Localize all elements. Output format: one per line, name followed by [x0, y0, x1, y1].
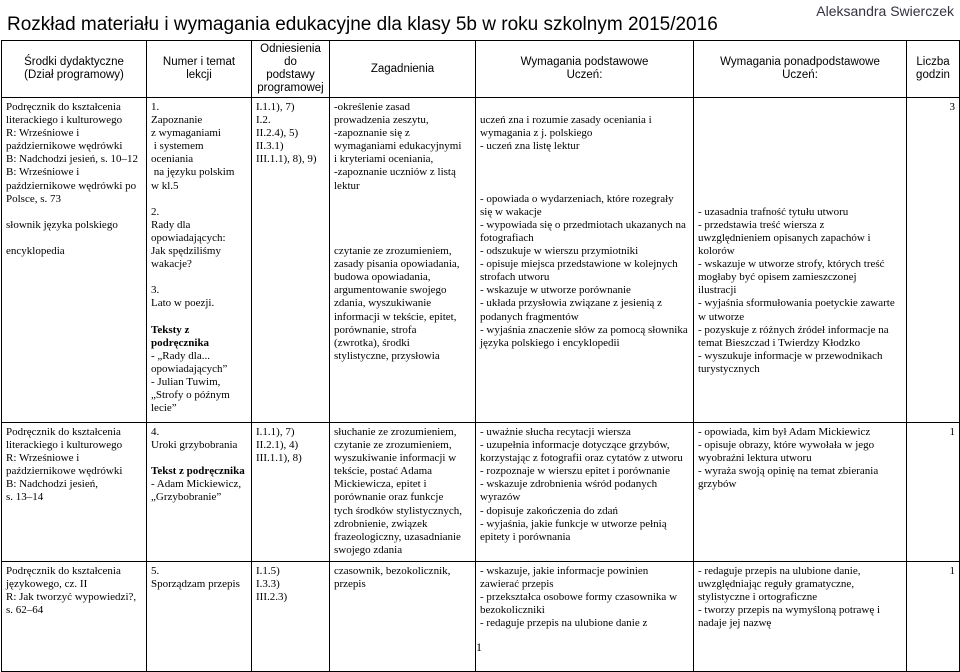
header-text: (Dział programowy) — [24, 69, 124, 81]
cell-line: lecie” — [151, 402, 177, 415]
cell-line: Podręcznik do kształcenia — [6, 565, 121, 577]
cell-line: - opowiada o wydarzeniach, które rozegrały — [480, 192, 674, 205]
header-basic-requirements — [476, 41, 694, 98]
cell-line: podręcznika — [151, 336, 210, 349]
cell-line: tekście, postać Adama — [334, 465, 433, 478]
cell-line: (zwrotka), środki — [334, 336, 410, 349]
page-header — [0, 0, 960, 40]
cell-line — [698, 127, 902, 140]
cell-line: zawierać przepis — [480, 578, 554, 591]
cell-extended-requirements — [694, 98, 907, 423]
cell-line: lektur — [334, 179, 360, 192]
cell-line: - wskazuje zdrobnienia wśród podanych — [480, 478, 658, 491]
cell-sources — [2, 98, 147, 423]
header-text: Numer i temat — [162, 56, 236, 68]
cell-line: języka polskiego i encyklopedii — [480, 336, 620, 349]
cell-line: i kryteriami oceniania, — [334, 153, 434, 166]
cell-line: s. 62–64 — [6, 604, 44, 617]
cell-line: - wyjaśnia, jakie funkcje w utworze pełnią — [480, 517, 667, 530]
cell-line: 2. — [151, 205, 160, 218]
cell-line: turystycznych — [698, 362, 760, 375]
cell-line: - wyraża swoją opinię na temat zbierania — [698, 465, 879, 478]
table-row — [2, 423, 960, 562]
cell-line — [151, 311, 247, 324]
cell-line — [151, 452, 247, 465]
cell-line: „Grzybobranie” — [151, 491, 222, 504]
cell-line: III.1.1), 8) — [256, 452, 302, 465]
cell-line — [334, 206, 471, 219]
cell-line: - redaguje przepis na ulubione danie, — [698, 565, 861, 577]
cell-line: encyklopedia — [6, 245, 65, 258]
cell-line: B: Nadchodzi jesień, s. 10–12 — [6, 153, 138, 166]
cell-lesson — [147, 98, 252, 423]
header-topics — [330, 41, 476, 98]
cell-line — [6, 206, 142, 219]
cell-sources — [2, 423, 147, 562]
cell-line: temat Bieszczad i Twierdzy Kłodzko — [698, 336, 861, 349]
cell-line: nadaje jej nazwę — [698, 617, 772, 630]
cell-line: językowego, cz. II — [6, 578, 88, 591]
cell-line — [151, 271, 247, 284]
cell-line: i systemem — [151, 140, 204, 153]
table-body — [2, 98, 960, 672]
cell-line — [480, 180, 689, 193]
cell-line — [334, 193, 471, 206]
cell-line: strofach utworu — [480, 271, 550, 284]
header-text: programowej — [257, 82, 324, 94]
cell-line — [151, 193, 247, 206]
cell-line: R: Jak tworzyć wypowiedzi?, — [6, 591, 137, 604]
cell-line: - odszukuje w wierszu przymiotniki — [480, 245, 639, 258]
header-text: podstawy — [266, 69, 315, 81]
cell-line: korzystając z fotografii oraz cytatów z utworu — [480, 452, 683, 465]
cell-line — [698, 153, 902, 166]
cell-line — [698, 114, 902, 127]
cell-line: Zapoznanie — [151, 114, 203, 127]
cell-line — [698, 193, 902, 206]
header-text: Wymagania podstawowe — [520, 56, 649, 68]
page-number: 1 — [476, 640, 482, 654]
cell-line: październikowe wędrówki po — [6, 179, 137, 192]
cell-line: Rady dla — [151, 218, 191, 231]
cell-references — [252, 98, 330, 423]
cell-line — [480, 153, 689, 166]
cell-line: wyrazów — [480, 491, 521, 504]
cell-line: I.2. — [256, 114, 271, 127]
cell-line: w utworze — [698, 310, 745, 323]
cell-line: grzybów — [698, 478, 737, 491]
cell-line: II.2.1), 4) — [256, 439, 299, 452]
cell-line: III.1.1), 8), 9) — [256, 153, 317, 166]
cell-line: - wskazuje w utworze porównanie — [480, 284, 631, 297]
cell-line: - opowiada, kim był Adam Mickiewicz — [698, 426, 871, 438]
cell-line — [698, 140, 902, 153]
cell-line: R: Wrześniowe i — [6, 127, 80, 140]
cell-line: prowadzenia zeszytu, — [334, 114, 429, 127]
cell-line: z wymaganiami — [151, 127, 221, 140]
cell-line: - redaguje przepis na ulubione danie z — [480, 617, 648, 630]
cell-line: - wskazuje w utworze strofy, których treść — [698, 258, 885, 271]
cell-line: Sporządzam przepis — [151, 578, 240, 591]
cell-basic-requirements — [476, 423, 694, 562]
cell-line: II.2.4), 5) — [256, 127, 299, 140]
cell-line: s. 13–14 — [6, 491, 44, 504]
cell-line: - wyjaśnia sformułowania poetyckie zawarte — [698, 297, 895, 310]
header-sources — [2, 41, 147, 98]
cell-line: oceniania — [151, 153, 194, 166]
author-name: Aleksandra Swierczek — [816, 3, 954, 19]
cell-line: - pozyskuje z różnych źródeł informacje na — [698, 323, 889, 336]
cell-line: R: Wrześniowe i — [6, 452, 80, 465]
cell-line: I.3.3) — [256, 578, 280, 591]
cell-line: frazeologiczny, uzasadnianie — [334, 530, 461, 543]
cell-line: uczeń zna i rozumie zasady oceniania i — [480, 114, 652, 127]
cell-line: - rozpoznaje w wierszu epitet i porównanie — [480, 465, 670, 478]
cell-line — [698, 180, 902, 193]
cell-line: - tworzy przepis na wymyśloną potrawę i — [698, 604, 881, 617]
cell-line — [480, 166, 689, 179]
cell-line: 4. — [151, 426, 160, 438]
cell-sources — [2, 562, 147, 672]
cell-basic-requirements — [476, 98, 694, 423]
cell-line: Tekst z podręcznika — [151, 465, 245, 478]
cell-topics — [330, 98, 476, 423]
document-title: Rozkład materiału i wymagania edukacyjne dla klasy 5b w roku szkolnym 2015/2016 — [7, 14, 718, 35]
cell-line: literackiego i kulturowego — [6, 439, 123, 452]
cell-line: - opisuje miejsca przedstawione w kolejnych — [480, 258, 678, 271]
cell-line: Lato w poezji. — [151, 297, 215, 310]
cell-line: zdania, wyszukiwanie — [334, 297, 432, 310]
cell-line: 1. — [151, 101, 160, 113]
cell-line: III.2.3) — [256, 591, 288, 604]
cell-line: fotografiach — [480, 231, 534, 244]
cell-line: Podręcznik do kształcenia — [6, 426, 121, 438]
cell-line: zasady pisania opowiadania, — [334, 258, 460, 271]
header-lesson — [147, 41, 252, 98]
cell-line: I.1.1), 7) — [256, 101, 295, 113]
header-text: Zagadnienia — [370, 62, 435, 75]
header-text: Uczeń: — [566, 69, 603, 81]
cell-line: - układa przysłowia związane z jesienią z — [480, 297, 663, 310]
cell-line — [334, 219, 471, 232]
cell-line: epitety i porównania — [480, 530, 571, 543]
cell-line: się w wakacje — [480, 205, 542, 218]
cell-line: - wyjaśnia znaczenie słów za pomocą słownika — [480, 323, 688, 336]
cell-line: zdrobnienie, związek — [334, 517, 428, 530]
cell-hours: 1 — [907, 423, 960, 562]
cell-line: - uważnie słucha recytacji wiersza — [480, 426, 631, 438]
cell-line: Jak spędziliśmy — [151, 245, 221, 258]
cell-extended-requirements — [694, 423, 907, 562]
cell-line: -zapoznanie się z — [334, 127, 410, 140]
cell-line: - przekształca osobowe formy czasownika w — [480, 591, 678, 604]
cell-line: porównanie, strofa — [334, 323, 417, 336]
cell-line: ilustracji — [698, 284, 737, 297]
cell-line: - Adam Mickiewicz, — [151, 478, 242, 491]
cell-line: - „Rady dla... — [151, 349, 210, 362]
table-header-row — [2, 41, 960, 98]
cell-line: słownik języka polskiego — [6, 218, 118, 231]
cell-line: - wyszukuje informacje w przewodnikach — [698, 349, 883, 362]
cell-line: „Strofy o późnym — [151, 389, 230, 402]
header-text: Odniesienia do — [260, 43, 325, 68]
cell-line: podanych fragmentów — [480, 310, 579, 323]
cell-line: - wskazuje, jakie informacje powinien — [480, 565, 649, 577]
cell-topics — [330, 423, 476, 562]
header-text: Wymagania ponadpodstawowe — [720, 56, 880, 68]
cell-line: październikowe wędrówki — [6, 465, 123, 478]
cell-line: -określenie zasad — [334, 101, 411, 113]
cell-line: czytanie ze zrozumieniem, — [334, 245, 452, 258]
header-text: Liczba — [916, 56, 950, 68]
cell-line: uwzględniając reguły gramatyczne, — [698, 578, 855, 591]
cell-topics — [330, 562, 476, 672]
cell-line: wyobraźni lektura utworu — [698, 452, 812, 465]
cell-line: czytanie ze zrozumieniem, — [334, 439, 452, 452]
cell-line: Teksty z — [151, 323, 190, 336]
cell-line: I.1.1), 7) — [256, 426, 295, 438]
cell-line: - wypowiada się o przedmiotach ukazanych na — [480, 218, 686, 231]
cell-lesson — [147, 423, 252, 562]
header-text: lekcji — [186, 69, 212, 81]
cell-references — [252, 423, 330, 562]
cell-line: porównanie oraz funkcje — [334, 491, 444, 504]
cell-line — [334, 232, 471, 245]
cell-line: 3. — [151, 284, 160, 297]
cell-line: przepis — [334, 578, 366, 591]
cell-line: bezokoliczniki — [480, 604, 545, 617]
cell-line: 5. — [151, 565, 160, 577]
header-hours — [907, 41, 960, 98]
cell-line — [698, 101, 902, 114]
cell-line: literackiego i kulturowego — [6, 114, 123, 127]
cell-line: - uzupełnia informacje dotyczące grzybów, — [480, 439, 670, 452]
table-row — [2, 562, 960, 672]
cell-line: październikowe wędrówki — [6, 140, 123, 153]
cell-line: na języku polskim — [151, 166, 235, 179]
cell-line — [698, 166, 902, 179]
cell-line: stylistyczne, przysłowia — [334, 349, 440, 362]
cell-references — [252, 562, 330, 672]
cell-line: uwzględnieniem opisanych zapachów i — [698, 231, 871, 244]
cell-line: słuchanie ze zrozumieniem, — [334, 426, 457, 438]
table-row — [2, 98, 960, 423]
curriculum-table — [1, 40, 960, 672]
cell-line: argumentowanie swojego — [334, 284, 447, 297]
cell-line: kolorów — [698, 245, 735, 258]
cell-line: opowiadających: — [151, 231, 226, 244]
cell-line: - dopisuje zakończenia do zdań — [480, 504, 619, 517]
cell-line: wakacje? — [151, 258, 192, 271]
cell-extended-requirements — [694, 562, 907, 672]
cell-line: czasownik, bezokolicznik, — [334, 565, 451, 577]
cell-line: stylistyczne i ortograficzne — [698, 591, 818, 604]
cell-line — [6, 232, 142, 245]
cell-line: - opisuje obrazy, które wywołała w jego — [698, 439, 875, 452]
cell-line: I.1.5) — [256, 565, 280, 577]
cell-line: - uzasadnia trafność tytułu utworu — [698, 205, 849, 218]
header-text: Uczeń: — [782, 69, 818, 81]
cell-line: informacji w tekście, epitet, — [334, 310, 457, 323]
header-extended-requirements — [694, 41, 907, 98]
cell-basic-requirements — [476, 562, 694, 672]
cell-hours: 1 — [907, 562, 960, 672]
cell-line: budowa opowiadania, — [334, 271, 431, 284]
cell-line — [480, 101, 689, 114]
cell-line: mogłaby być opisem zamieszczonej — [698, 271, 857, 284]
cell-hours: 3 — [907, 98, 960, 423]
cell-line: tych środków stylistycznych, — [334, 504, 463, 517]
cell-line: swojego zdania — [334, 543, 403, 556]
cell-line: opowiadających” — [151, 362, 228, 375]
cell-line: Mickiewicza, epitet i — [334, 478, 427, 491]
cell-line: Polsce, s. 73 — [6, 192, 61, 205]
cell-line: wymagania z j. polskiego — [480, 127, 593, 140]
cell-line: wymaganiami edukacyjnymi — [334, 140, 462, 153]
cell-line: Podręcznik do kształcenia — [6, 101, 121, 113]
cell-line: II.3.1) — [256, 140, 284, 153]
cell-line: B: Nadchodzi jesień, — [6, 478, 98, 491]
cell-line: - Julian Tuwim, — [151, 375, 221, 388]
cell-lesson — [147, 562, 252, 672]
cell-line: B: Wrześniowe i — [6, 166, 80, 179]
cell-line: w kl.5 — [151, 179, 179, 192]
header-text: godzin — [916, 69, 950, 81]
cell-line: wyszukiwanie informacji w — [334, 452, 457, 465]
cell-line: -zapoznanie uczniów z listą — [334, 166, 456, 179]
header-text: Środki dydaktyczne — [24, 56, 124, 68]
cell-line: - uczeń zna listę lektur — [480, 140, 580, 153]
cell-line: - przedstawia treść wiersza z — [698, 218, 825, 231]
header-references — [252, 41, 330, 98]
cell-line: Uroki grzybobrania — [151, 439, 238, 452]
